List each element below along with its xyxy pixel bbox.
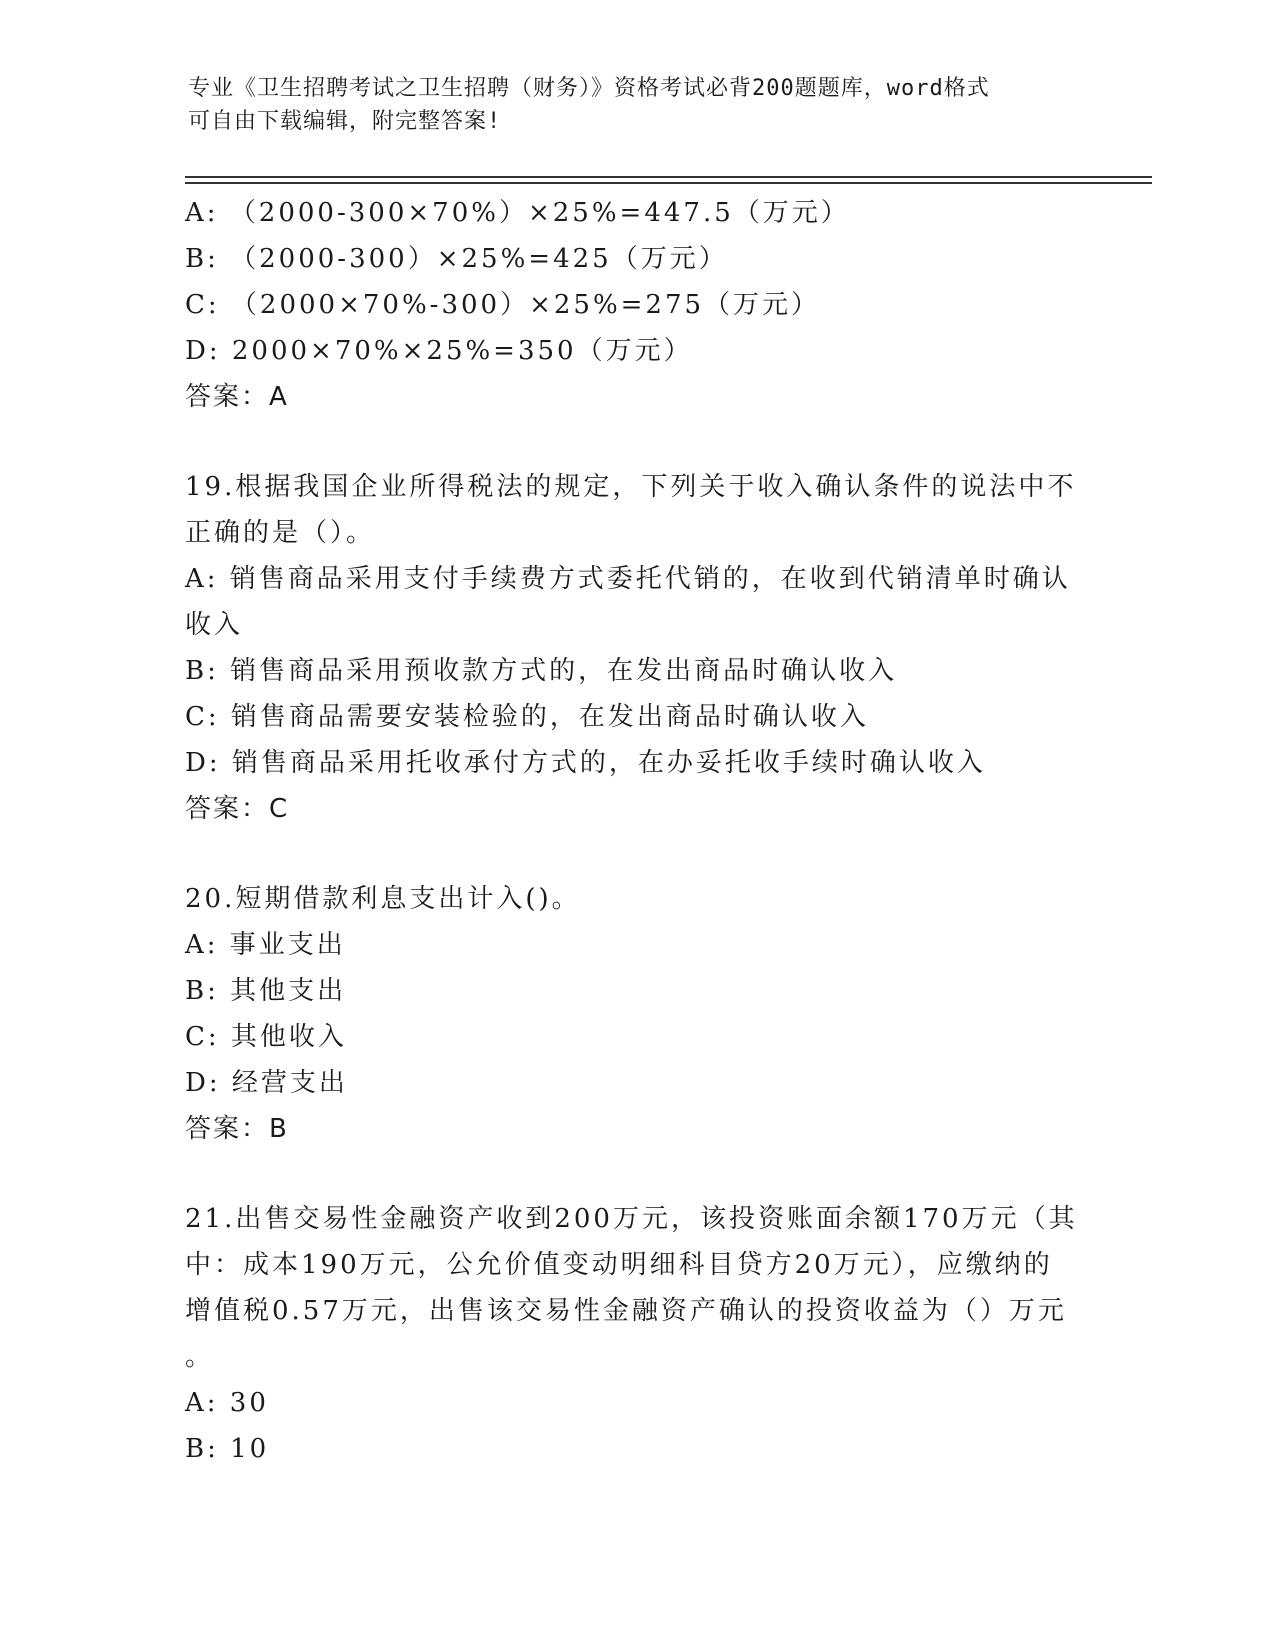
question-list bbox=[185, 190, 1085, 1472]
option-a: A: （2000-300×70%）×25%=447.5（万元） bbox=[185, 198, 850, 228]
header-divider-top bbox=[185, 176, 1152, 178]
option-b: B: （2000-300）×25%=425（万元） bbox=[185, 244, 728, 274]
option-b: B: 销售商品采用预收款方式的，在发出商品时确认收入 bbox=[185, 656, 898, 686]
option-d: D: 销售商品采用托收承付方式的，在办妥托收手续时确认收入 bbox=[185, 748, 986, 778]
option-d: D: 经营支出 bbox=[185, 1068, 348, 1098]
question-stem-continued: 。 bbox=[185, 1342, 215, 1372]
option-c: C: （2000×70%-300）×25%=275（万元） bbox=[185, 290, 821, 320]
question-19 bbox=[185, 464, 1085, 832]
header-divider-bottom bbox=[185, 182, 1152, 184]
option-b: B: 其他支出 bbox=[185, 976, 347, 1006]
question-20 bbox=[185, 876, 1085, 1152]
answer: 答案：A bbox=[185, 382, 289, 412]
option-c: C: 销售商品需要安装检验的，在发出商品时确认收入 bbox=[185, 702, 869, 732]
option-a: A: 30 bbox=[185, 1388, 269, 1418]
option-a: A: 事业支出 bbox=[185, 930, 346, 960]
question-stem-continued: 正确的是（）。 bbox=[185, 518, 376, 548]
question-stem-continued: 中：成本190万元，公允价值变动明细科目贷方20万元），应缴纳的 bbox=[185, 1250, 1053, 1280]
spacer bbox=[185, 832, 1085, 876]
answer: 答案：C bbox=[185, 794, 290, 824]
spacer bbox=[185, 1152, 1085, 1196]
question-stem: 19.根据我国企业所得税法的规定，下列关于收入确认条件的说法中不 bbox=[185, 472, 1077, 502]
question-stem: 21.出售交易性金融资产收到200万元，该投资账面余额170万元（其 bbox=[185, 1204, 1078, 1234]
option-d: D: 2000×70%×25%=350（万元） bbox=[185, 336, 693, 366]
question-18 bbox=[185, 190, 1085, 420]
question-stem-continued: 增值税0.57万元，出售该交易性金融资产确认的投资收益为（）万元 bbox=[185, 1296, 1067, 1326]
option-a: A: 销售商品采用支付手续费方式委托代销的，在收到代销清单时确认 bbox=[185, 564, 1071, 594]
option-c: C: 其他收入 bbox=[185, 1022, 347, 1052]
document-header bbox=[188, 72, 1068, 138]
answer: 答案：B bbox=[185, 1114, 289, 1144]
option-b: B: 10 bbox=[185, 1434, 270, 1464]
option-a-continued: 收入 bbox=[185, 610, 244, 640]
question-21 bbox=[185, 1196, 1085, 1472]
header-title-line-1: 专业《卫生招聘考试之卫生招聘（财务）》资格考试必背200题题库，word格式 bbox=[188, 76, 990, 101]
header-title-line-2: 可自由下载编辑，附完整答案! bbox=[188, 109, 502, 134]
spacer bbox=[185, 420, 1085, 464]
question-stem: 20.短期借款利息支出计入()。 bbox=[185, 884, 581, 914]
